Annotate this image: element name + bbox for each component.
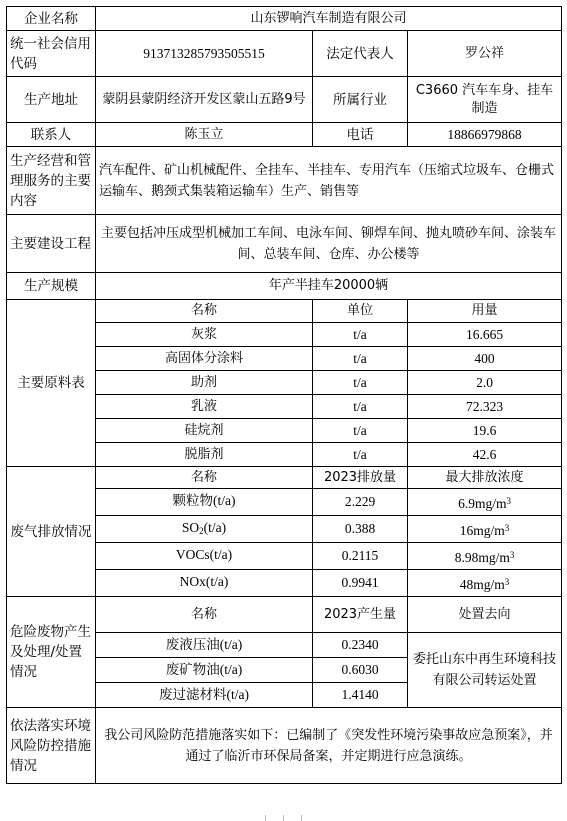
construction-value: 主要包括冲压成型机械加工车间、电泳车间、铆焊车间、抛丸喷砂车间、涂装车间、总装车间、仓库、办公楼等 <box>96 215 562 273</box>
hazwaste-disposal: 委托山东中再生环境科技有限公司转运处置 <box>408 633 562 708</box>
industry-value: C3660 汽车车身、挂车制造 <box>408 77 562 123</box>
contact-label: 联系人 <box>7 123 96 147</box>
credit-code-value: 913713285793505515 <box>96 31 313 77</box>
material-name: 脱脂剂 <box>96 443 313 467</box>
hazwaste-amount: 1.4140 <box>313 683 408 708</box>
materials-label: 主要原料表 <box>7 300 96 467</box>
hazwaste-name: 废过滤材料(t/a) <box>96 683 313 708</box>
row-risk <box>7 708 562 784</box>
materials-header-unit: 单位 <box>313 300 408 323</box>
material-unit: t/a <box>313 371 408 395</box>
material-name: 助剂 <box>96 371 313 395</box>
business-label: 生产经营和管理服务的主要内容 <box>7 147 96 215</box>
row-business <box>7 147 562 215</box>
pollutant-conc: $8.98mg/m^3$ <box>408 543 562 570</box>
emissions-header-conc: 最大排放浓度 <box>408 467 562 489</box>
pollutant-name: $SO_2(t/a)$ <box>96 516 313 543</box>
material-name: 乳液 <box>96 395 313 419</box>
footer-mark <box>301 815 302 821</box>
row-company-name <box>7 7 562 31</box>
construction-label: 主要建设工程 <box>7 215 96 273</box>
row-construction <box>7 215 562 273</box>
phone-value: 18866979868 <box>408 123 562 147</box>
material-name: 灰浆 <box>96 323 313 347</box>
credit-code-label: 统一社会信用代码 <box>7 31 96 77</box>
materials-header-name: 名称 <box>96 300 313 323</box>
hazwaste-header-disposal: 处置去向 <box>408 597 562 633</box>
material-unit: t/a <box>313 443 408 467</box>
risk-value: 我公司风险防范措施落实如下：已编制了《突发性环境污染事故应急预案》，并通过了临沂市环保局备案，并定期进行应急演练。 <box>96 708 562 784</box>
scale-value: 年产半挂车20000辆 <box>96 273 562 300</box>
material-unit: t/a <box>313 419 408 443</box>
footer-mark <box>265 815 266 821</box>
address-value: 蒙阴县蒙阴经济开发区蒙山五路9号 <box>96 77 313 123</box>
pollutant-amount: 2.229 <box>313 489 408 516</box>
material-unit: t/a <box>313 323 408 347</box>
legal-rep-label: 法定代表人 <box>313 31 408 77</box>
row-address <box>7 77 562 123</box>
company-name-value: 山东锣响汽车制造有限公司 <box>96 7 562 31</box>
hazwaste-header-row <box>7 597 562 633</box>
hazwaste-amount: 0.6030 <box>313 658 408 683</box>
hazwaste-label: 危险废物产生及处理/处置情况 <box>7 597 96 708</box>
material-amount: 19.6 <box>408 419 562 443</box>
contact-value: 陈玉立 <box>96 123 313 147</box>
material-name: 高固体分涂料 <box>96 347 313 371</box>
footer-mark <box>283 815 284 821</box>
row-contact <box>7 123 562 147</box>
hazwaste-header-amount: 2023产生量 <box>313 597 408 633</box>
legal-rep-value: 罗公祥 <box>408 31 562 77</box>
materials-header-amount: 用量 <box>408 300 562 323</box>
pollutant-conc: $6.9mg/m^3$ <box>408 489 562 516</box>
pollutant-name: NOx(t/a) <box>96 570 313 597</box>
pollutant-name: VOCs(t/a) <box>96 543 313 570</box>
emissions-label: 废气排放情况 <box>7 467 96 597</box>
pollutant-amount: 0.388 <box>313 516 408 543</box>
emissions-header-row <box>7 467 562 489</box>
company-name-label: 企业名称 <box>7 7 96 31</box>
page-footer-marks <box>265 815 305 821</box>
material-unit: t/a <box>313 347 408 371</box>
row-scale <box>7 273 562 300</box>
address-label: 生产地址 <box>7 77 96 123</box>
material-amount: 16.665 <box>408 323 562 347</box>
pollutant-conc: $16mg/m^3$ <box>408 516 562 543</box>
pollutant-name: 颗粒物(t/a) <box>96 489 313 516</box>
hazwaste-header-name: 名称 <box>96 597 313 633</box>
industry-label: 所属行业 <box>313 77 408 123</box>
company-info-table <box>6 6 562 784</box>
pollutant-amount: 0.2115 <box>313 543 408 570</box>
phone-label: 电话 <box>313 123 408 147</box>
scale-label: 生产规模 <box>7 273 96 300</box>
hazwaste-name: 废矿物油(t/a) <box>96 658 313 683</box>
hazwaste-amount: 0.2340 <box>313 633 408 658</box>
business-value: 汽车配件、矿山机械配件、全挂车、半挂车、专用汽车（压缩式垃圾车、仓栅式运输车、鹅颈式集装箱运输车）生产、销售等 <box>96 147 562 215</box>
emissions-header-amount: 2023排放量 <box>313 467 408 489</box>
material-amount: 2.0 <box>408 371 562 395</box>
hazwaste-name: 废液压油(t/a) <box>96 633 313 658</box>
material-unit: t/a <box>313 395 408 419</box>
material-amount: 72.323 <box>408 395 562 419</box>
material-amount: 400 <box>408 347 562 371</box>
emissions-header-name: 名称 <box>96 467 313 489</box>
row-credit-code <box>7 31 562 77</box>
material-name: 硅烷剂 <box>96 419 313 443</box>
pollutant-amount: 0.9941 <box>313 570 408 597</box>
material-amount: 42.6 <box>408 443 562 467</box>
pollutant-conc: $48mg/m^3$ <box>408 570 562 597</box>
materials-header-row <box>7 300 562 323</box>
risk-label: 依法落实环境风险防控措施情况 <box>7 708 96 784</box>
